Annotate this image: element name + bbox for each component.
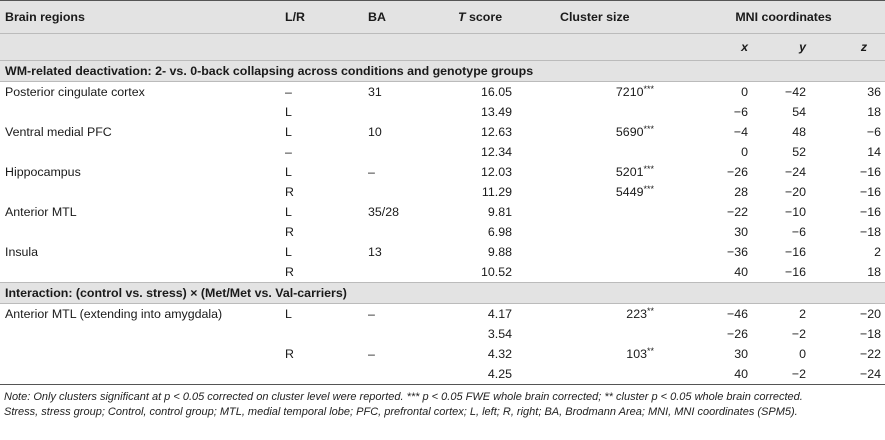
cell-x: 28 [734,185,748,199]
table-row [0,142,885,162]
cell-region [0,344,285,364]
cell-x: −6 [733,105,748,119]
cell-y: 0 [799,347,806,361]
cell-x: 0 [741,145,748,159]
cell-z: −16 [859,205,882,219]
cell-z: 14 [867,145,882,159]
table-row [0,202,885,222]
cluster-value: 5449 [615,185,644,199]
header-t-letter: T [458,10,466,24]
cell-lr: R [285,265,294,279]
cell-y: 52 [792,145,806,159]
cell-lr: L [285,105,292,119]
cell-region [0,102,285,122]
cell-region: Anterior MTL [5,205,77,219]
table-row [0,182,885,202]
table-row [0,262,885,283]
header-blank [560,34,682,61]
cell-x: −22 [726,205,748,219]
cell-cluster-size [560,344,682,364]
cell-lr: R [285,185,294,199]
table-header [0,1,885,61]
cell-t-score: 12.34 [480,145,512,159]
header-mni: MNI coordinates [682,1,885,34]
cell-x: −26 [726,165,748,179]
cell-region: Ventral medial PFC [5,125,112,139]
cell-ba [368,182,458,202]
table-row [0,364,885,385]
cell-ba [368,324,458,344]
cell-x: 30 [734,347,748,361]
cell-cluster-size [560,102,682,122]
cell-t-score: 3.54 [487,327,512,341]
cell-x: 0 [741,85,748,99]
table-row [0,242,885,262]
cell-t-score: 9.88 [487,245,512,259]
cell-t-score: 12.03 [480,165,512,179]
cell-ba [368,364,458,385]
header-brain-regions: Brain regions [0,1,285,34]
cell-cluster-size [560,222,682,242]
header-lr: L/R [285,1,368,34]
cell-t-score: 6.98 [487,225,512,239]
cell-lr [285,324,368,344]
cell-ba: 13 [368,245,382,259]
cell-cluster-size [560,142,682,162]
cell-x: −26 [726,327,748,341]
cell-x: 30 [734,225,748,239]
header-x: x [682,34,754,61]
cell-x: 40 [682,364,754,385]
significance-marker: ** [646,306,654,316]
cell-region: Anterior MTL (extending into amygdala) [5,307,223,321]
cell-cluster-size [560,82,682,103]
cell-y: −10 [784,205,806,219]
cell-ba: 10 [368,125,382,139]
cell-y: 48 [792,125,806,139]
cell-lr: L [285,307,292,321]
cell-region [0,222,285,242]
cell-t-score: 13.49 [480,105,512,119]
cell-t-score: 4.25 [458,364,560,385]
cell-ba [368,262,458,283]
cell-t-score: 16.05 [480,85,512,99]
cell-t-score: 11.29 [481,185,512,199]
cell-lr: R [285,225,294,239]
cell-cluster-size [560,304,682,325]
cell-z: −18 [859,225,882,239]
cell-cluster-size [560,242,682,262]
cell-lr: L [285,125,292,139]
cluster-value: 7210 [615,85,644,99]
cell-z: −22 [859,347,882,361]
header-blank [285,34,368,61]
table-body [0,61,885,385]
cell-ba [368,142,458,162]
significance-marker: *** [643,164,654,174]
cell-lr: L [285,165,292,179]
cell-region: Insula [5,245,39,259]
cell-cluster-size [560,262,682,283]
table-row [0,222,885,242]
cell-region [0,262,285,283]
cell-cluster-size [560,182,682,202]
cell-y: −42 [784,85,806,99]
cell-y: −2 [754,364,820,385]
cell-ba [368,102,458,122]
table-row [0,162,885,182]
cell-ba: 35/28 [368,205,400,219]
table-row [0,304,885,325]
header-t-score [458,1,560,34]
table-notes [0,385,885,420]
cluster-value: 223 [626,307,647,321]
cell-ba [368,222,458,242]
cell-region [0,182,285,202]
cell-y: −24 [784,165,806,179]
header-z: z [820,34,885,61]
cell-ba: – [368,165,375,179]
cluster-value: 5690 [615,125,644,139]
header-cluster-size: Cluster size [560,1,682,34]
cell-z: −18 [859,327,882,341]
cell-t-score: 4.17 [487,307,512,321]
cell-ba: – [368,347,375,361]
cell-cluster-size [560,122,682,142]
header-ba: BA [368,1,458,34]
cell-x: −46 [726,307,748,321]
significance-marker: *** [643,84,654,94]
cell-cluster-size [560,162,682,182]
table-row [0,324,885,344]
cell-cluster-size [560,202,682,222]
cell-z: −16 [859,165,882,179]
table-row [0,102,885,122]
table-row [0,344,885,364]
header-blank [0,34,285,61]
cell-y: −20 [784,185,806,199]
significance-marker: ** [646,346,654,356]
section-title: Interaction: (control vs. stress) × (Met/Met vs. Val-carriers) [0,283,885,304]
cell-ba: – [368,307,375,321]
cell-region: Hippocampus [5,165,81,179]
header-blank [368,34,458,61]
cell-t-score: 4.32 [487,347,512,361]
cell-z: −20 [859,307,882,321]
cell-x: −4 [733,125,748,139]
cell-t-score: 10.52 [480,265,512,279]
section-header-row [0,283,885,304]
header-t-rest: score [465,10,503,24]
cell-t-score: 12.63 [480,125,512,139]
cell-region [0,324,285,344]
cell-x: −36 [726,245,748,259]
cell-t-score: 9.81 [487,205,512,219]
cell-y: −2 [791,327,806,341]
cell-ba: 31 [368,85,382,99]
cell-region [0,364,285,385]
cell-y: −16 [784,265,806,279]
table-row [0,122,885,142]
cell-lr: L [285,205,292,219]
significance-marker: *** [643,184,654,194]
note-line-1: Note: Only clusters significant at p < 0.05 corrected on cluster level were reported. *** p < 0.05 FWE whole brain corrected; ** cluster p < 0.05 whole brain corrected. [4,391,803,403]
table-row [0,82,885,103]
cell-z: −16 [859,185,882,199]
cell-z: 18 [867,105,882,119]
header-blank [458,34,560,61]
cell-region [0,142,285,162]
cluster-value: 5201 [615,165,644,179]
cell-x: 40 [734,265,748,279]
note-line-2: Stress, stress group; Control, control group; MTL, medial temporal lobe; PFC, prefrontal cortex; L, left; R, right; BA, Brodmann Area; MNI, MNI coordinates (SPM5). [4,406,798,418]
cell-z: 36 [867,85,882,99]
cell-cluster-size [560,364,682,385]
significance-marker: *** [643,124,654,134]
cell-y: −6 [791,225,806,239]
cell-lr: L [285,245,292,259]
cell-z: 2 [874,245,882,259]
cell-y: 2 [799,307,806,321]
cell-region: Posterior cingulate cortex [5,85,145,99]
cell-lr [285,364,368,385]
cluster-value: 103 [626,347,647,361]
cell-y: −16 [784,245,806,259]
cell-z: 18 [867,265,882,279]
section-title: WM-related deactivation: 2- vs. 0-back collapsing across conditions and genotype groups [0,61,885,82]
cell-z: −6 [866,125,882,139]
cell-lr: – [285,85,292,99]
section-header-row [0,61,885,82]
cell-cluster-size [560,324,682,344]
cell-z: −24 [820,364,885,385]
header-y: y [754,34,820,61]
cell-y: 54 [792,105,806,119]
cell-lr: R [285,347,294,361]
cell-lr: – [285,145,292,159]
